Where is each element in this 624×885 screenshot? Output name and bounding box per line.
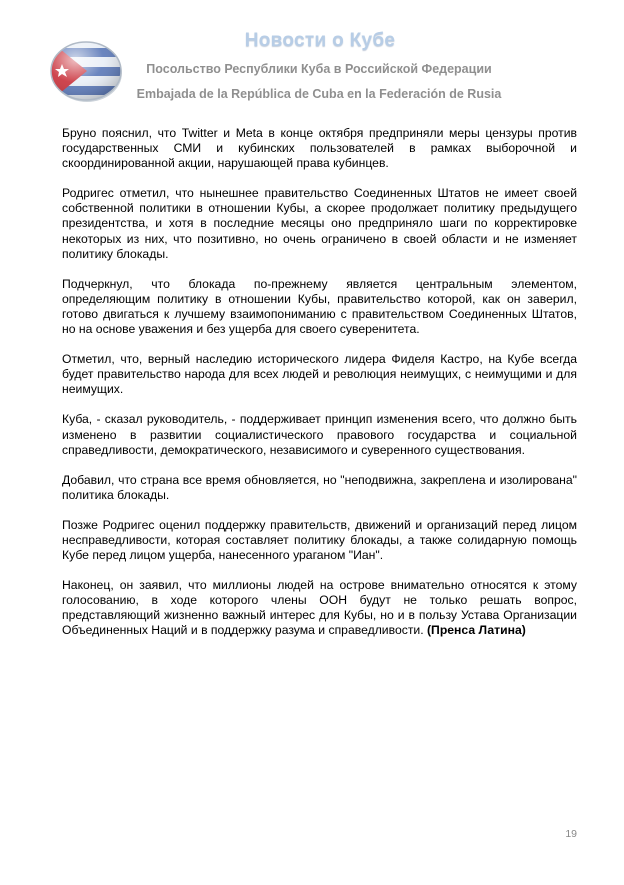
page-header (0, 0, 624, 115)
article-paragraph: Бруно пояснил, что Twitter и Meta в конце октября предприняли меры цензуры против государственных СМИ и кубинских пользователей в рамках выборочной и скоординированной акции, нарушающей права кубинцев. (62, 126, 577, 171)
article-paragraph: Подчеркнул, что блокада по-прежнему является центральным элементом, определяющим политику в отношении Кубы, правительство которой, как он заверил, готово двигаться к лучшему взаимопониманию с правительством Соединенных Штатов, но на основе уважения и без ущерба для своего суверенитета. (62, 276, 577, 337)
final-paragraph-text: Наконец, он заявил, что миллионы людей на острове внимательно относятся к этому голосованию, в ходе которого члены ООН будут не только решать вопрос, представляющий жизненно важный интерес для Кубы, но и в пользу Устава Организации Объединенных Наций и в поддержку разума и справедливости. (62, 578, 577, 638)
article-paragraph: Добавил, что страна все время обновляется, но "неподвижна, закреплена и изолирована" политика блокады. (62, 472, 577, 502)
embassy-name-es: Embajada de la República de Cuba en la Federación de Rusia (136, 87, 502, 101)
article-paragraph: Родригес отметил, что нынешнее правительство Соединенных Штатов не имеет своей собственной политики в отношении Кубы, а скорее продолжает политику предыдущего президентства, и хотя в последние месяцы оно предприняло шаги по корректировке некоторых из них, что позитивно, но очень ограничено в своей области и не изменяет политику блокады. (62, 186, 577, 261)
page-number: 19 (565, 828, 577, 840)
article-paragraph: Куба, - сказал руководитель, - поддерживает принцип изменения всего, что должно быть изменено в развитии социалистического правового государства и социальной справедливости, демократического, независимого и суверенного существования. (62, 412, 577, 457)
embassy-name-ru: Посольство Республики Куба в Российской Федерации (146, 62, 492, 76)
news-source: (Пренса Латина) (427, 623, 526, 638)
article-paragraph-final (62, 578, 577, 638)
article-paragraph: Отметил, что, верный наследию исторического лидера Фиделя Кастро, на Кубе всегда будет правительство народа для всех людей и революция неимущих, с неимущими и для неимущих. (62, 352, 577, 397)
site-title: Новости о Кубе (244, 30, 396, 51)
article-paragraph: Позже Родригес оценил поддержку правительств, движений и организаций перед лицом несправедливости, которая составляет политику блокады, а также солидарную помощь Кубе перед лицом ущерба, нанесенного ураганом "Иан". (62, 517, 577, 563)
article-body (62, 126, 577, 654)
